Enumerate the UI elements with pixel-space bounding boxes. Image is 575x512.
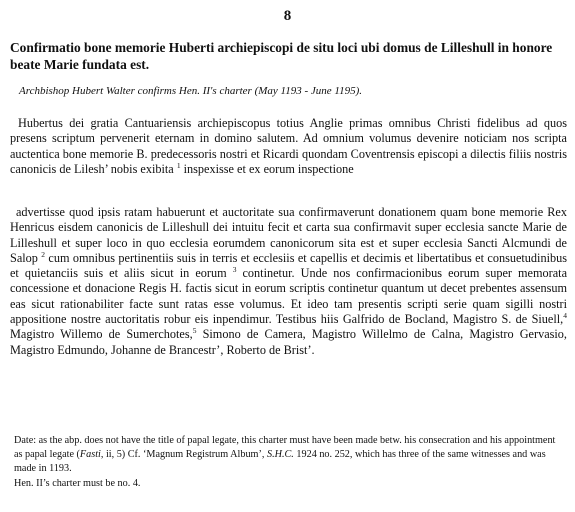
text-run: cum omnibus pertinentiis suis in terris et ecclesiis et capellis et decimis et libertatibus et consuetudinibus et quietanciis suis et aliis sicut in eorum [10,250,568,281]
footnote-ref-2: 2 [41,249,46,259]
text-run: inspexisse et ex eorum inspectione [180,161,354,176]
editorial-note [14,434,566,491]
text-run-italic: Fasti [79,449,101,461]
charter-subtitle: Archbishop Hubert Walter confirms Hen. II's charter (May 1193 - June 1195). [19,85,362,97]
text-run-italic: S.H.C. [266,449,294,461]
editorial-note-charter: Hen. II’s charter must be no. 4. [14,477,141,489]
charter-paragraph-2 [10,205,567,358]
text-run: 1924 no. 252, which has three of the same witnesses and was made in 1193. [14,449,546,475]
footnote-ref-5: 5 [192,326,197,336]
paragraph-text [10,116,567,177]
text-run: Magistro Willemo de Sumerchotes, [10,327,193,342]
page-number: 8 [283,8,292,24]
text-run: , ii, 5) Cf. ‘Magnum Registrum Album’, [100,449,267,461]
text-run: Date: as the abp. does not have the title of papal legate, this charter must have been made betw. his consecration and his appointment as papal legate ( [14,435,556,461]
footnote-ref-3: 3 [232,265,237,275]
charter-paragraph-1 [10,116,567,177]
paragraph-text [10,205,567,358]
text-run: Simono de Camera, Magistro Willelmo de Calna, Magistro Gervasio, Magistro Edmundo, Johanne de Brancestr’, Roberto de Brist’. [10,327,567,357]
editorial-note-date [14,434,566,477]
text-run: Hubertus dei gratia Cantuariensis archiepiscopus totius Anglie primas omnibus Christi fidelibus ad quos presens scriptum pervenerit eternam in domino salutem. Ad omnium volumus devenire noticiam nos scripta auctentica bone memorie B. predecessoris nostri et Ricardi quondam Coventrensis episcopi a dilectis filiis nostris canonicis de Lilesh’ nobis exibita [10,116,567,176]
charter-title: Confirmatio bone memorie Huberti archiepiscopi de situ loci ubi domus de Lilleshull in honore beate Marie fundata est. [10,40,553,72]
footnote-ref-1: 1 [176,160,181,170]
footnote-ref-4: 4 [563,311,567,320]
text-run: continetur. Unde nos confirmacionibus eorum super memorata concessione et donacione Regis H. factis sicut in eorum scriptis continetur quantum ut decet prebentes assensum eas sicut rationabiliter facte sunt ratas esse volumus. Et ideo tam presentis scripti serie quam sigilli nostri appositione nostre auctoritatis robur eis inpendimur. Testibus hiis Galfrido de Bocland, Magistro S. de Siuell, [10,266,567,327]
text-run: advertisse quod ipsis ratam habuerunt et auctoritate sua confirmaverunt donationem quam bone memorie Rex Henricus eisdem canonicis de Lilleshull dei intuitu fecit et carta sua confirmavit super ecclesia sancte Marie de Lilleshull et super loco in quo ecclesia eorumdem canonicorum sita est et super ecclesia Sancti Alcmundi de Salop [10,205,567,265]
